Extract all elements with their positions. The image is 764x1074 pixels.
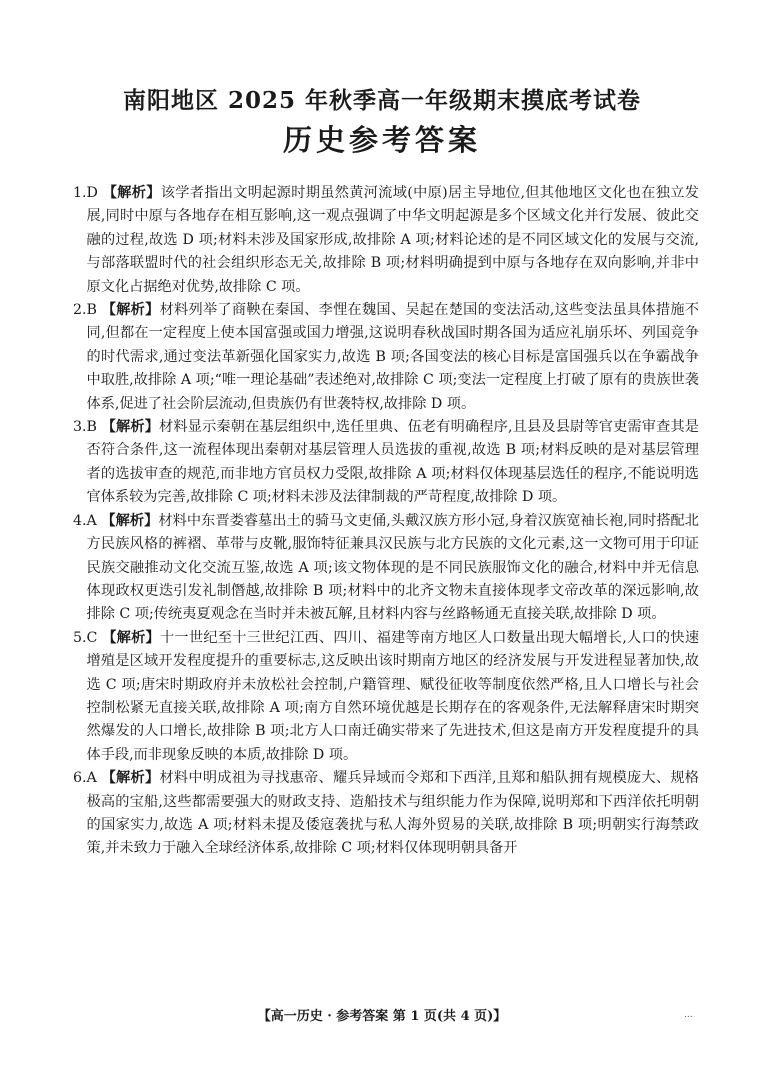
item-body [87, 627, 699, 767]
item-text: 材料中东晋娄睿墓出土的骑马文吏俑,头戴汉族方形小冠,身着汉族宽袖长袍,同时搭配北方民族风格的裤褶、革带与皮靴,服饰特征兼具汉民族与北方民族的文化元素,这一文物可用于印证民族交融推动文化交流互鉴,故选 A 项;该文物体现的是不同民族服饰文化的融合,材料中并无信息体现政权更迭引发礼制僭越,故排除 B 项;材料中的北齐文物未直接体现孝文帝改革的深远影响,故排除 C 项;传统夷夏观念在当时并未被瓦解,且材料内容与丝路畅通无直接关联,故排除 D 项。 [86, 512, 699, 623]
item-answer: D [86, 185, 98, 201]
answer-item-6 [73, 767, 699, 861]
answer-item-2 [73, 299, 699, 416]
item-number: 2. [73, 302, 87, 319]
item-text: 材料显示秦朝在基层组织中,选任里典、伍老有明确程序,且县及县尉等官吏需审查其是否符合条件,这一流程体现出秦朝对基层管理人员选拔的重视,故选 B 项;材料反映的是对基层管理者的选拔审查的规范,而非地方官员权力受限,故排除 A 项;材料仅体现基层选任的程序,不能说明选官体系较为完善,故排除 C 项;材料未涉及法律制裁的严苛程度,故排除 D 项。 [86, 419, 699, 506]
analysis-tag: 【解析】 [101, 302, 160, 319]
item-number: 5. [73, 629, 87, 646]
analysis-tag: 【解析】 [101, 419, 160, 436]
item-text: 材料列举了商鞅在秦国、李悝在魏国、吴起在楚国的变法活动,这些变法虽具体措施不同,但都在一定程度上使本国富强或国力增强,这说明春秋战国时期各国为适应礼崩乐坏、列国竞争的时代需求,通过变法革新强化国家实力,故选 B 项;各国变法的核心目标是富国强兵以在争霸战争中取胜,故排除 A 项;“唯一理论基础”表述绝对,故排除 C 项;变法一定程度上打破了原有的贵族世袭体系,促进了社会阶层流动,但贵族仍有世袭特权,故排除 D 项。 [86, 302, 699, 412]
item-body [87, 416, 699, 510]
item-number: 1. [73, 185, 87, 201]
exam-title: 南阳地区 2025 年秋季高一年级期末摸底考试卷 [122, 87, 642, 114]
item-answer: A [86, 512, 97, 529]
item-answer: B [86, 419, 97, 436]
answer-key-title: 历史参考答案 [282, 123, 481, 157]
item-text: 十一世纪至十三世纪江西、四川、福建等南方地区人口数量出现大幅增长,人口的快速增殖是区域开发程度提升的重要标志,这反映出该时期南方地区的经济发展与开发进程显著加快,故选 C 项;唐宋时期政府并未放松社会控制,户籍管理、赋役征收等制度依然严格,且人口增长与社会控制松紧无直接关联,故排除 A 项;南方自然环境优越是长期存在的客观条件,无法解释唐宋时期突然爆发的人口增长,故排除 B 项;北方人口南迁确实带来了先进技术,但这是南方开发程度提升的具体手段,而非现象反映的本质,故排除 D 项。 [86, 629, 700, 763]
analysis-tag: 【解析】 [102, 185, 161, 201]
item-answer: B [86, 302, 97, 319]
answer-item-1 [73, 182, 699, 299]
item-body [87, 767, 699, 861]
analysis-tag: 【解析】 [101, 770, 160, 787]
item-text: 该学者指出文明起源时期虽然黄河流域(中原)居主导地位,但其他地区文化也在独立发展,同时中原与各地存在相互影响,这一观点强调了中华文明起源是多个区域文化并行发展、彼此交融的过程,故选 D 项;材料未涉及国家形成,故排除 A 项;材料论述的是不同区域文化的发展与交流,与部落联盟时代的社会组织形态无关,故排除 B 项;材料明确提到中原与各地存在双向影响,并非中原文化占据绝对优势,故排除 C 项。 [86, 185, 699, 295]
item-number: 6. [73, 770, 87, 787]
item-body [87, 510, 699, 627]
analysis-tag: 【解析】 [102, 629, 160, 646]
item-body [87, 182, 699, 299]
answer-item-4 [73, 510, 699, 627]
item-answer: C [86, 629, 98, 646]
answer-item-3 [73, 416, 699, 510]
item-text: 材料中明成祖为寻找惠帝、耀兵异域而令郑和下西洋,且郑和船队拥有规模庞大、规格极高的宝船,这些都需要强大的财政支持、造船技术与组织能力作为保障,说明郑和下西洋依托明朝的国家实力,故选 A 项;材料未提及倭寇袭扰与私人海外贸易的关联,故排除 B 项;明朝实行海禁政策,并未致力于融入全球经济体系,故排除 C 项;材料仅体现明朝具备开 [86, 770, 699, 857]
answer-item-5 [73, 627, 699, 767]
item-answer: A [86, 770, 97, 787]
analysis-tag: 【解析】 [101, 512, 159, 529]
corner-mark: ... [684, 1010, 693, 1020]
item-number: 3. [73, 419, 87, 436]
page-footer: 【高一历史 · 参考答案 第 1 页(共 4 页)】 [257, 1009, 507, 1024]
answer-list [73, 182, 699, 861]
item-number: 4. [73, 512, 87, 529]
item-body [87, 299, 699, 416]
